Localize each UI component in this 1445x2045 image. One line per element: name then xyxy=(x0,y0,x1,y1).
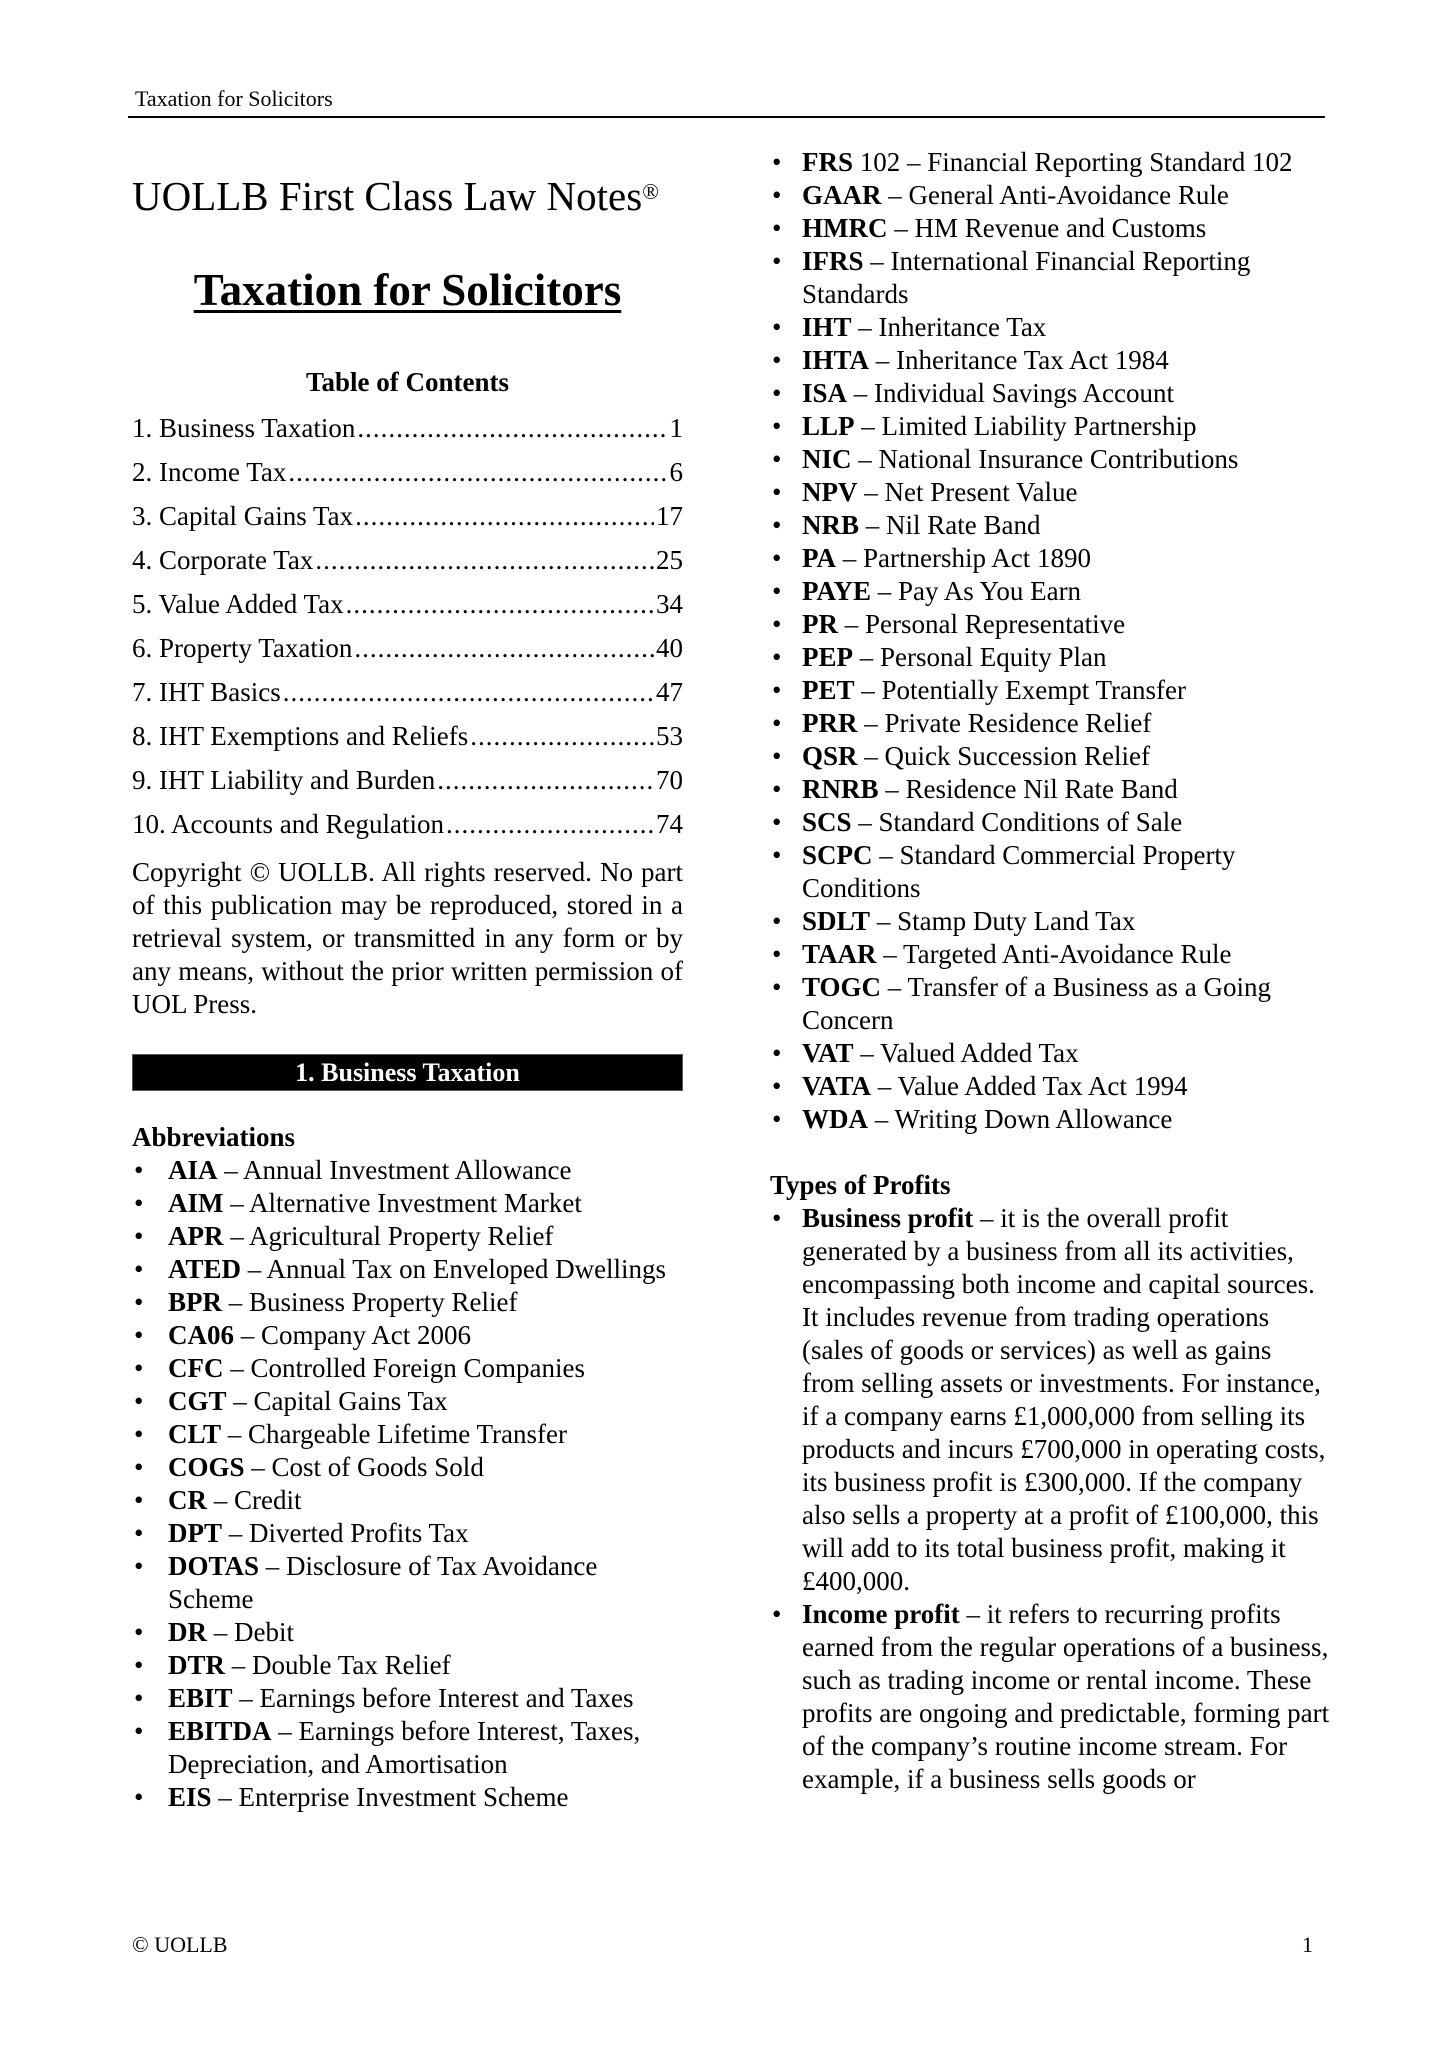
dot-leader xyxy=(437,758,654,802)
document-title-text: Taxation for Solicitors xyxy=(193,265,622,315)
bullet-icon: • xyxy=(772,1599,782,1629)
dot-leader xyxy=(355,494,654,538)
right-column xyxy=(770,146,1330,1796)
bullet-icon: • xyxy=(134,1320,144,1350)
dot-leader xyxy=(357,406,667,450)
registered-mark-icon: ® xyxy=(642,179,659,204)
bullet-icon: • xyxy=(772,1038,782,1068)
list-item: • PRR – Private Residence Relief xyxy=(772,708,1152,738)
dot-leader xyxy=(354,626,654,670)
dot-leader xyxy=(470,714,654,758)
bullet-icon: • xyxy=(772,642,782,672)
list-item: • TOGC – Transfer of a Business as a Going Concern xyxy=(772,972,1272,1035)
list-item: • PET – Potentially Exempt Transfer xyxy=(772,675,1186,705)
bullet-icon: • xyxy=(772,741,782,771)
bullet-icon: • xyxy=(772,213,782,243)
toc-entry[interactable]: 8. IHT Exemptions and Reliefs ..... 53 xyxy=(132,714,683,758)
left-column xyxy=(132,150,683,1814)
list-item: • EIS – Enterprise Investment Scheme xyxy=(134,1782,569,1812)
toc-entry[interactable]: 9. IHT Liability and Burden ..... 70 xyxy=(132,758,683,802)
toc-entry[interactable]: 1. Business Taxation ..... 1 xyxy=(132,406,683,450)
bullet-icon: • xyxy=(772,708,782,738)
bullet-icon: • xyxy=(772,1104,782,1134)
list-item: • NRB – Nil Rate Band xyxy=(772,510,1041,540)
toc-entry[interactable]: 3. Capital Gains Tax ..... 17 xyxy=(132,494,683,538)
list-item: • DOTAS – Disclosure of Tax Avoidance Scheme xyxy=(134,1551,598,1614)
list-item: • CLT – Chargeable Lifetime Transfer xyxy=(134,1419,567,1449)
list-item: • CFC – Controlled Foreign Companies xyxy=(134,1353,585,1383)
list-item: • EBIT – Earnings before Interest and Taxes xyxy=(134,1683,634,1713)
bullet-icon: • xyxy=(134,1287,144,1317)
list-item: • IHTA – Inheritance Tax Act 1984 xyxy=(772,345,1169,375)
bullet-icon: • xyxy=(134,1419,144,1449)
brand-title xyxy=(132,171,683,221)
bullet-icon: • xyxy=(772,1071,782,1101)
bullet-icon: • xyxy=(772,180,782,210)
toc-entry[interactable]: 6. Property Taxation ..... 40 xyxy=(132,626,683,670)
list-item: • AIM – Alternative Investment Market xyxy=(134,1188,582,1218)
toc-entry[interactable]: 7. IHT Basics ..... 47 xyxy=(132,670,683,714)
list-item: • LLP – Limited Liability Partnership xyxy=(772,411,1197,441)
bullet-icon: • xyxy=(772,510,782,540)
abbreviations-list-right xyxy=(770,146,1330,1136)
list-item: • TAAR – Targeted Anti-Avoidance Rule xyxy=(772,939,1232,969)
toc-entry[interactable]: 4. Corporate Tax ..... 25 xyxy=(132,538,683,582)
list-item: • AIA – Annual Investment Allowance xyxy=(134,1155,572,1185)
list-item: • COGS – Cost of Goods Sold xyxy=(134,1452,484,1482)
bullet-icon: • xyxy=(134,1716,144,1746)
bullet-icon: • xyxy=(772,147,782,177)
toc-entry[interactable]: 5. Value Added Tax ..... 34 xyxy=(132,582,683,626)
list-item: • SCS – Standard Conditions of Sale xyxy=(772,807,1183,837)
bullet-icon: • xyxy=(772,477,782,507)
list-item: • QSR – Quick Succession Relief xyxy=(772,741,1150,771)
list-item: • FRS 102 – Financial Reporting Standard 102 xyxy=(772,147,1293,177)
bullet-icon: • xyxy=(772,675,782,705)
list-item: • Income profit – it refers to recurring profits earned from the regular operations of a business, such as trading income or rental income. These profits are ongoing and predictable, forming part of the company’s routine income stream. For example, if a business sells goods or xyxy=(772,1599,1330,1794)
list-item: • DR – Debit xyxy=(134,1617,294,1647)
bullet-icon: • xyxy=(772,840,782,870)
bullet-icon: • xyxy=(772,312,782,342)
list-item: • RNRB – Residence Nil Rate Band xyxy=(772,774,1178,804)
list-item: • BPR – Business Property Relief xyxy=(134,1287,518,1317)
table-of-contents xyxy=(132,406,683,846)
bullet-icon: • xyxy=(772,411,782,441)
toc-heading: Table of Contents xyxy=(305,367,510,397)
bullet-icon: • xyxy=(134,1485,144,1515)
dot-leader xyxy=(283,670,654,714)
bullet-icon: • xyxy=(772,609,782,639)
bullet-icon: • xyxy=(772,807,782,837)
list-item: • HMRC – HM Revenue and Customs xyxy=(772,213,1207,243)
list-item: • SCPC – Standard Commercial Property Conditions xyxy=(772,840,1236,903)
list-item: • CGT – Capital Gains Tax xyxy=(134,1386,448,1416)
list-item: • DPT – Diverted Profits Tax xyxy=(134,1518,469,1548)
list-item: • ATED – Annual Tax on Enveloped Dwellings xyxy=(134,1254,667,1284)
bullet-icon: • xyxy=(772,774,782,804)
list-item: • DTR – Double Tax Relief xyxy=(134,1650,451,1680)
dot-leader xyxy=(446,802,654,846)
running-header: Taxation for Solicitors xyxy=(135,86,333,111)
list-item: • Business profit – it is the overall profit generated by a business from all its activities, encompassing both income and capital sources. It includes revenue from trading operations (sales of goods or services) as well as gains from selling assets or investments. For instance, if a company earns £1,000,000 from selling its products and incurs £700,000 in operating costs, its business profit is £300,000. If the company also sells a property at a profit of £100,000, this will add to its total business profit, making it £400,000. xyxy=(772,1203,1326,1596)
bullet-icon: • xyxy=(772,972,782,1002)
bullet-icon: • xyxy=(134,1353,144,1383)
list-item: • APR – Agricultural Property Relief xyxy=(134,1221,554,1251)
footer-copyright: © UOLLB xyxy=(132,1932,228,1957)
bullet-icon: • xyxy=(772,246,782,276)
list-item: • VATA – Value Added Tax Act 1994 xyxy=(772,1071,1188,1101)
list-item: • IHT – Inheritance Tax xyxy=(772,312,1047,342)
types-of-profits-list xyxy=(770,1202,1330,1796)
bullet-icon: • xyxy=(772,378,782,408)
dot-leader xyxy=(315,538,654,582)
bullet-icon: • xyxy=(772,345,782,375)
list-item: • WDA – Writing Down Allowance xyxy=(772,1104,1173,1134)
bullet-icon: • xyxy=(134,1617,144,1647)
toc-entry[interactable]: 2. Income Tax ..... 6 xyxy=(132,450,683,494)
copyright-notice: Copyright © UOLLB. All rights reserved. No part of this publication may be reproduced, stored in a retrieval system, or transmitted in any form or by any means, without the prior written permission of UOL Press. xyxy=(132,857,683,1019)
header-divider xyxy=(128,116,1325,118)
bullet-icon: • xyxy=(134,1452,144,1482)
list-item: • CA06 – Company Act 2006 xyxy=(134,1320,471,1350)
dot-leader xyxy=(346,582,654,626)
bullet-icon: • xyxy=(134,1386,144,1416)
bullet-icon: • xyxy=(134,1188,144,1218)
list-item: • NPV – Net Present Value xyxy=(772,477,1078,507)
list-item: • ISA – Individual Savings Account xyxy=(772,378,1174,408)
types-of-profits-heading: Types of Profits xyxy=(770,1170,951,1200)
bullet-icon: • xyxy=(772,1203,782,1233)
bullet-icon: • xyxy=(772,576,782,606)
list-item: • IFRS – International Financial Reporting Standards xyxy=(772,246,1251,309)
bullet-icon: • xyxy=(772,906,782,936)
list-item: • PR – Personal Representative xyxy=(772,609,1126,639)
bullet-icon: • xyxy=(134,1155,144,1185)
list-item: • GAAR – General Anti-Avoidance Rule xyxy=(772,180,1229,210)
dot-leader xyxy=(288,450,667,494)
bullet-icon: • xyxy=(772,444,782,474)
page-number: 1 xyxy=(1302,1932,1313,1957)
section-heading-bar: 1. Business Taxation xyxy=(132,1054,683,1091)
bullet-icon: • xyxy=(134,1551,144,1581)
abbreviations-list-left xyxy=(132,1154,683,1814)
list-item: • VAT – Valued Added Tax xyxy=(772,1038,1079,1068)
brand-title-text: UOLLB First Class Law Notes xyxy=(132,173,643,219)
bullet-icon: • xyxy=(134,1518,144,1548)
list-item: • CR – Credit xyxy=(134,1485,302,1515)
document-title xyxy=(132,263,683,317)
list-item: • PAYE – Pay As You Earn xyxy=(772,576,1082,606)
bullet-icon: • xyxy=(772,543,782,573)
list-item: • PA – Partnership Act 1890 xyxy=(772,543,1091,573)
abbreviations-heading: Abbreviations xyxy=(132,1122,296,1152)
list-item: • SDLT – Stamp Duty Land Tax xyxy=(772,906,1136,936)
bullet-icon: • xyxy=(772,939,782,969)
bullet-icon: • xyxy=(134,1683,144,1713)
bullet-icon: • xyxy=(134,1254,144,1284)
list-item: • NIC – National Insurance Contributions xyxy=(772,444,1239,474)
toc-entry[interactable]: 10. Accounts and Regulation ..... 74 xyxy=(132,802,683,846)
bullet-icon: • xyxy=(134,1782,144,1812)
list-item: • EBITDA – Earnings before Interest, Taxes, Depreciation, and Amortisation xyxy=(134,1716,641,1779)
bullet-icon: • xyxy=(134,1221,144,1251)
list-item: • PEP – Personal Equity Plan xyxy=(772,642,1107,672)
bullet-icon: • xyxy=(134,1650,144,1680)
